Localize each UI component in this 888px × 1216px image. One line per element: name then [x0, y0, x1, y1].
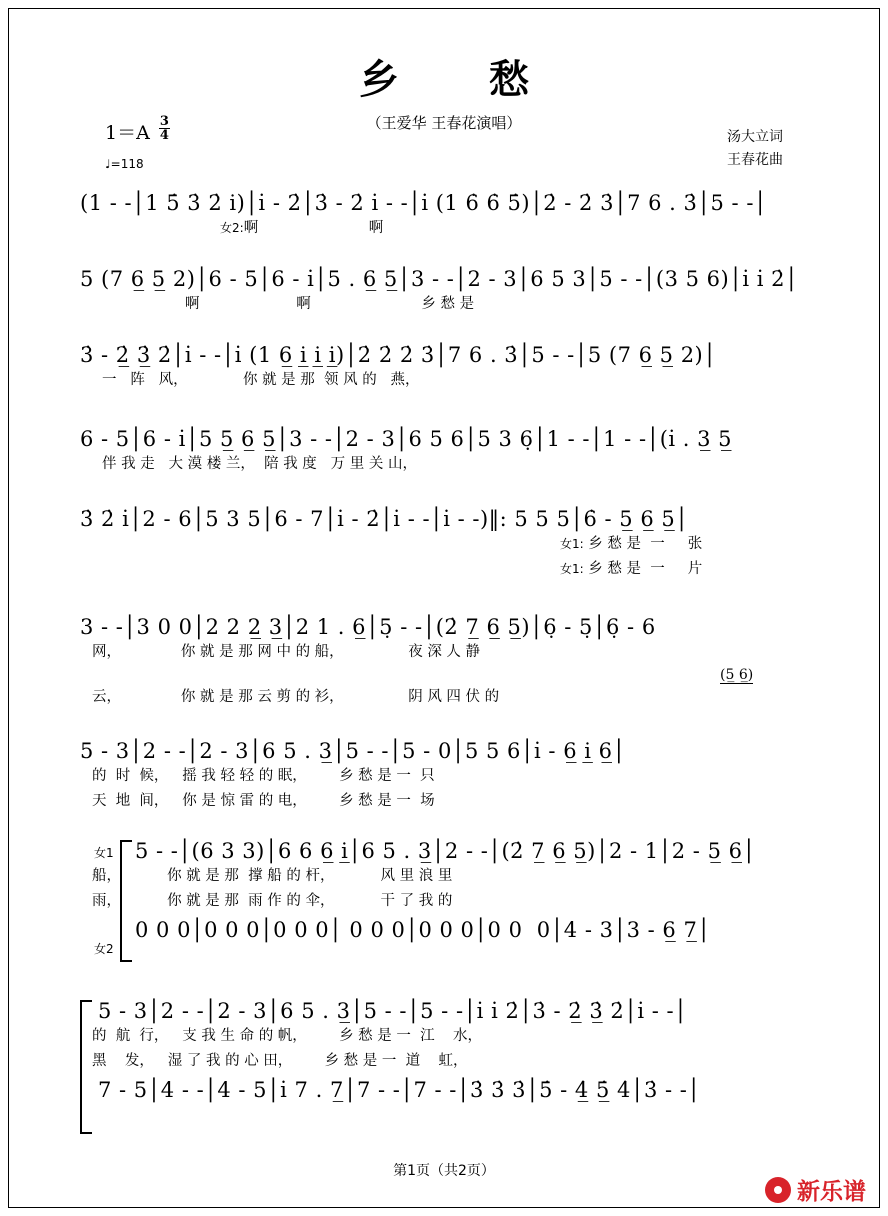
lyric-line: 船， 你 就 是 那 撑 船 的 杆， 风 里 浪 里	[92, 868, 453, 885]
music-system-6	[80, 616, 808, 709]
music-system-2	[80, 268, 808, 316]
lyric-line: 的 时 候， 摇 我 轻 轻 的 眠， 乡 愁 是 一 只	[92, 768, 435, 785]
music-system-4	[80, 428, 808, 476]
key-signature: 1＝A	[105, 122, 150, 144]
performers-subtitle: （王爱华 王春花演唱）	[366, 114, 522, 132]
lyric-line: 黑 发， 湿 了 我 的 心 田， 乡 愁 是 一 道 虹，	[92, 1052, 468, 1069]
voice-bracket	[120, 840, 132, 962]
lyricist-credit: 汤大立词	[727, 129, 783, 145]
voice-bracket	[80, 1000, 92, 1134]
music-system-7	[80, 740, 808, 813]
voice-label: 女1:	[560, 537, 584, 552]
page-footer: 第1页（共2页）	[393, 1163, 495, 1179]
notation-line: 5 - -│(6 3 3)│6 6 6̲ i̲│6 5 . 3̲│2 - -│(2̇ 7̲ 6̲ 5̲)│2 - 1│2 - 5̲ 6̲│	[135, 839, 756, 863]
music-system-5	[80, 508, 808, 581]
key-signature-line	[105, 114, 170, 145]
lyric-line: 云， 你 就 是 那 云 剪 的 衫， 阴 风 四 伏 的	[92, 688, 500, 705]
lyric-line: 啊 啊 乡 愁 是	[185, 296, 475, 313]
lyric-text: 乡 愁 是 一 张	[588, 536, 703, 553]
notation-line-lower: 0 0 0│0 0 0│0 0 0│ 0 0 0│0 0 0│0 0 0│4 - 3│3 - 6̲ 7̲│	[135, 917, 711, 942]
logo-text: 新乐谱	[797, 1179, 866, 1205]
notation-line: 3̇ - 2̲̇ 3̲̇ 2̇│i̇ - -│i̇ (1 6̲ i̲ i̲ i̲)│2̇ 2̇ 2̇ 3̇│7 6 . 3̇│5 - -│5 (7 6̲ 5̲ 2)│	[80, 343, 717, 367]
notation-line: 3̇ 2̇ i̇│2 - 6│5 3 5│6 - 7│i̇ - 2̇│i̇ - -│i̇ - -)‖: 5 5 5│6̇ - 5̲ 6̲ 5̲│	[80, 507, 689, 531]
voice-label: 女2:	[220, 221, 244, 236]
notation-line-lower: 7 - 5│4 - -│4 - 5│i̇ 7 . 7̲│7 - -│7 - -│3̇ 3̇ 3̇│5̇ - 4̲̇ 5̲̇ 4̇│3̇ - -│	[98, 1077, 701, 1102]
lyric-text: 乡 愁 是 一 片	[588, 560, 703, 577]
music-system-9	[80, 1000, 808, 1102]
notation-line: 5 - 3│2 - -│2 - 3│6 5 . 3̲│5 - -│5 - -│i̇ i̇ 2̇│3̇ - 2̲̇ 3̲̇ 2̇│i̇ - -│	[98, 999, 688, 1023]
time-signature-denominator: 4	[159, 128, 169, 143]
record-icon	[765, 1177, 791, 1203]
page-title: 乡愁	[359, 56, 619, 103]
lyric-line: 的 航 行， 支 我 生 命 的 帆， 乡 愁 是 一 江 水，	[92, 1028, 483, 1045]
music-system-8	[80, 839, 808, 956]
lyric-line: 天 地 间， 你 是 惊 雷 的 电， 乡 愁 是 一 场	[92, 792, 435, 809]
voice-label: 女1:	[560, 561, 584, 576]
notation-line: 3 - -│3 0 0│2 2 2̲ 3̲│2 1 . 6̲│5̣ - -│(2̇ 7̲ 6̲ 5̲)│6̣ - 5̣│6̣ - 6	[80, 615, 656, 639]
notation-line: 5 - 3│2 - -│2 - 3│6 5 . 3̲│5 - -│5 - 0│5 5 6│i̇ - 6̲ i̲ 6̲│	[80, 739, 626, 763]
grace-note: (5̲ 6̲)	[720, 666, 754, 683]
lyric-line	[560, 559, 808, 581]
lyric-line: 一 阵 风， 你 就 是 那 领 风 的 燕，	[102, 372, 420, 389]
voice-label-alto: 女2	[94, 942, 114, 956]
notation-line: 6 - 5│6 - i̇│5 5̲ 6̲ 5̲│3 - -│2 - 3│6 5 6│5 3 6̣│1 - -│1 - -│(i̇ . 3̲ 5̲	[80, 427, 733, 451]
site-logo	[765, 1173, 866, 1206]
lyric-line	[220, 218, 808, 240]
notation-line: 5 (7 6̲ 5̲ 2)│6 - 5│6 - i̇│5 . 6̲ 5̲│3 - -│2 - 3│6 5 3│5 - -│(3 5 6)│i̇ i̇ 2̇│	[80, 267, 799, 291]
lyric-line: 网， 你 就 是 那 网 中 的 船， 夜 深 人 静	[92, 644, 481, 661]
lyric-line	[560, 534, 808, 556]
time-signature-numerator: 3	[159, 114, 169, 129]
lyric-line: 雨， 你 就 是 那 雨 作 的 伞， 干 了 我 的	[92, 892, 453, 909]
key-and-tempo-block	[105, 114, 170, 171]
notation-line: (1 - -│1 5̇ 3̇ 2̇ i)│i̇ - 2̇│3̇ - 2̇ i̇ - -│i̇ (1 6̇ 6̇ 5̇)│2̇ - 2̇ 3̇│7 6 . 3̇│5 - -│	[80, 191, 768, 215]
music-system-1	[80, 192, 808, 240]
lyric-text: 啊 啊	[243, 220, 384, 237]
music-system-3	[80, 344, 808, 392]
credits-block	[727, 126, 783, 172]
voice-label-soprano: 女1	[94, 846, 114, 860]
lyric-line: 伴 我 走 大 漠 楼 兰， 陪 我 度 万 里 关 山，	[102, 456, 417, 473]
tempo-marking: ♩=118	[105, 157, 144, 171]
composer-credit: 王春花曲	[727, 152, 783, 169]
time-signature	[159, 115, 170, 142]
